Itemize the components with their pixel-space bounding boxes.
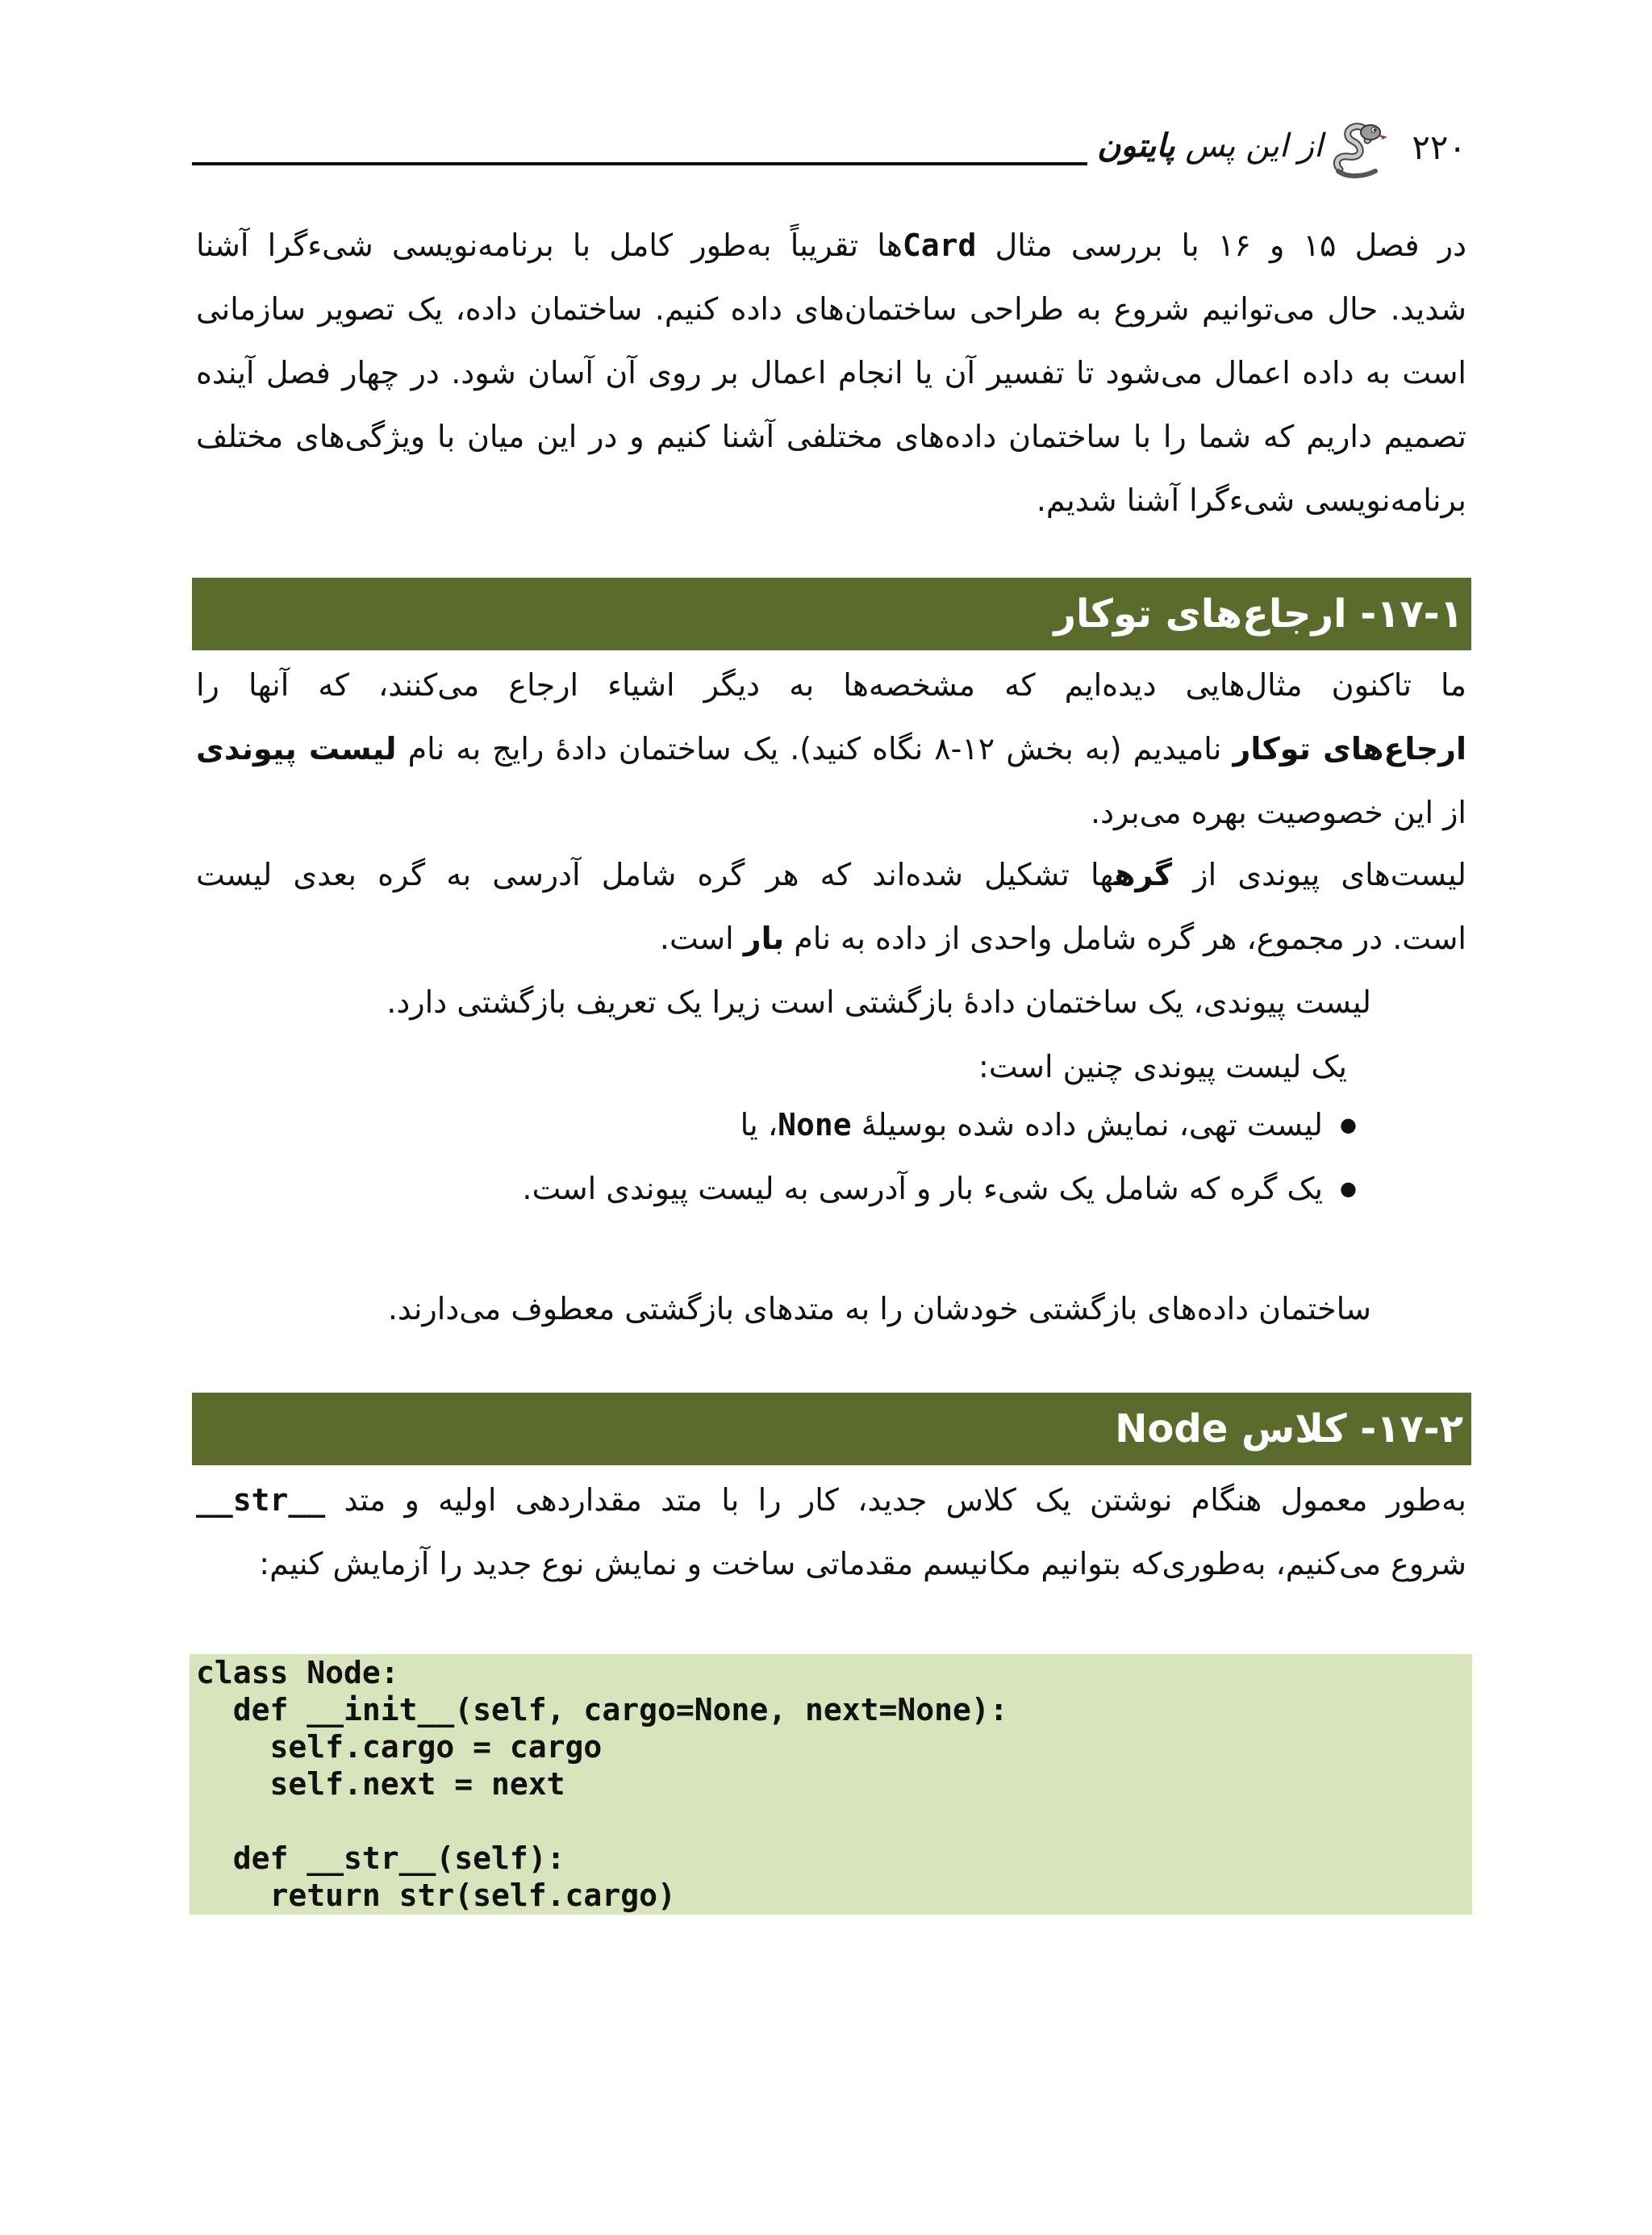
intro-line-3: است به داده اعمال می‌شود تا تفسیر آن یا انجام اعمال بر روی آن آسان شود. در چهار فصل آینده [196,355,1466,391]
book-title-brand: پایتون [1097,127,1175,165]
p6-line-2: شروع می‌کنیم، به‌طوری‌که بتوانیم مکانیسم مقدماتی ساخت و نمایش نوع جدید را آزمایش کنیم: [259,1546,1466,1581]
term-node: گره [1114,857,1173,892]
list-item: ● یک گره که شامل یک شیء بار و آدرسی به لیست پیوندی است. [484,1157,1371,1221]
code-line: class Node: [196,1655,399,1690]
python-snake-icon [1330,121,1390,181]
nodes-paragraph [196,843,1466,971]
node-class-code-block [190,1654,1472,1915]
p1-line-2: ارجاع‌های توکار نامیدیم (به بخش ۱۲-۸ نگاه کنید). یک ساختمان دادهٔ رایج به نام لیست پیوندی [196,731,1466,767]
intro-line-2: شدید. حال می‌توانیم شروع به طراحی ساختمان‌های داده کنیم. ساختمان داده، یک تصویر سازمانی [196,291,1466,327]
term-linked-list: لیست پیوندی [196,731,397,767]
code-line: self.next = next [196,1766,565,1802]
page-number: ۲۲۰ [1412,127,1466,167]
p2-line-2: است. در مجموع، هر گره شامل واحدی از داده به نام بار است. [659,921,1466,956]
card-code: Card [902,228,977,263]
intro-line-5: برنامه‌نویسی شیءگرا آشنا شدیم. [1036,483,1466,518]
page-header [192,121,1466,178]
book-title-prefix: از این پس [1185,127,1323,165]
p6-line-1: به‌طور معمول هنگام نوشتن یک کلاس جدید، کار را با متد مقداردهی اولیه و متد __str__ [196,1482,1466,1518]
code-line: def __str__(self): [196,1840,565,1876]
code-line: return str(self.cargo) [196,1878,676,1913]
p1-line-3: از این خصوصیت بهره می‌برد. [1091,795,1466,830]
p1-line-1: ما تاکنون مثال‌هایی دیده‌ایم که مشخصه‌ها به دیگر اشیاء ارجاع می‌کنند، که آنها را [196,667,1466,703]
term-cargo: بار [743,921,785,956]
str-method-code: __str__ [196,1482,326,1518]
definition-intro-text: یک لیست پیوندی چنین است: [978,1049,1347,1084]
book-title [1097,127,1323,165]
intro-paragraph [196,214,1466,533]
none-code: None [778,1107,852,1143]
intro-line-4: تصمیم داریم که شما را با ساختمان داده‌های مختلفی آشنا کنیم و در این میان با ویژگی‌های مختلف [196,419,1466,454]
p2-line-1: لیست‌های پیوندی از گرهها تشکیل شده‌اند که هر گره شامل آدرسی به گره بعدی لیست [196,857,1466,892]
definition-list [484,1093,1371,1221]
code-line: def __init__(self, cargo=None, next=None): [196,1692,1008,1727]
list-item: ● لیست تهی، نمایش داده شده بوسیلهٔ None، یا [484,1093,1371,1157]
recursive-methods-text: ساختمان داده‌های بازگشتی خودشان را به متدهای بازگشتی معطوف می‌دارند. [387,1291,1371,1326]
header-rule [192,162,1087,165]
embedded-references-paragraph [196,654,1466,845]
section-heading-embedded-references: ۱۷-۱- ارجاع‌های توکار [192,578,1471,650]
intro-line-1: در فصل ۱۵ و ۱۶ با بررسی مثال Cardها تقریباً به‌طور کامل با برنامه‌نویسی شیءگرا آشنا [196,228,1466,263]
node-class-paragraph [196,1468,1466,1596]
code-line [196,1803,1472,1840]
term-embedded-references: ارجاع‌های توکار [1233,731,1466,767]
recursive-definition-text: لیست پیوندی، یک ساختمان دادهٔ بازگشتی است زیرا یک تعریف بازگشتی دارد. [386,984,1371,1020]
section-heading-node-class: ۱۷-۲- کلاس Node [192,1393,1471,1465]
code-line: self.cargo = cargo [196,1729,603,1765]
